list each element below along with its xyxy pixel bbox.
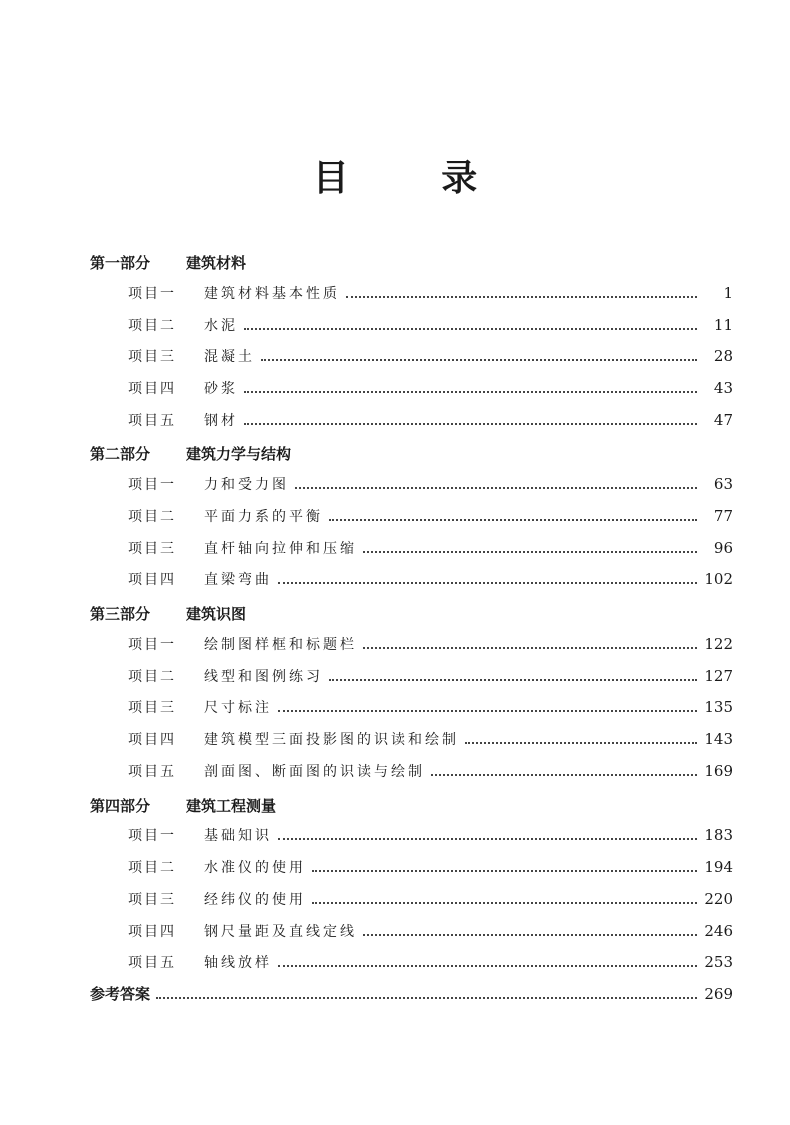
leader-dots (312, 902, 697, 904)
toc-part (90, 792, 733, 978)
part-heading[interactable] (90, 440, 733, 468)
item-title: 基础知识 (204, 828, 272, 845)
toc-part (90, 440, 733, 595)
item-title: 钢尺量距及直线定线 (204, 923, 357, 940)
leader-dots (156, 997, 697, 999)
leader-dots (278, 582, 697, 584)
leader-dots (329, 679, 697, 681)
item-title: 力和受力图 (204, 477, 289, 494)
toc-item[interactable] (90, 883, 733, 915)
item-label: 项目二 (128, 668, 176, 685)
item-title: 绘制图样框和标题栏 (204, 637, 357, 654)
item-title: 水泥 (204, 317, 238, 334)
page-number: 194 (704, 858, 733, 877)
toc-part (90, 600, 733, 786)
leader-dots (346, 296, 697, 298)
toc-item[interactable] (90, 692, 733, 724)
leader-dots (261, 359, 697, 361)
item-label: 项目一 (128, 477, 176, 494)
toc-item[interactable] (90, 851, 733, 883)
item-title: 尺寸标注 (204, 700, 272, 717)
page-number: 143 (704, 730, 733, 749)
page-title: 目 录 (312, 158, 518, 199)
toc-item[interactable] (90, 915, 733, 947)
item-title: 砂浆 (204, 380, 238, 397)
leader-dots (363, 934, 697, 936)
toc-item[interactable] (90, 820, 733, 852)
part-title: 建筑识图 (186, 605, 247, 624)
toc-part (90, 249, 733, 435)
leader-dots (465, 742, 697, 744)
item-label: 项目二 (128, 860, 176, 877)
answers-title: 参考答案 (90, 985, 151, 1004)
part-label: 第二部分 (90, 445, 151, 464)
toc-item[interactable] (90, 500, 733, 532)
part-title: 建筑力学与结构 (186, 445, 292, 464)
item-label: 项目四 (128, 572, 176, 589)
item-title: 直杆轴向拉伸和压缩 (204, 540, 357, 557)
toc-answers[interactable] (90, 978, 733, 1009)
item-label: 项目三 (128, 540, 176, 557)
toc-item[interactable] (90, 340, 733, 372)
page-number: 122 (704, 635, 733, 654)
part-heading[interactable] (90, 792, 733, 820)
leader-dots (244, 391, 697, 393)
item-label: 项目二 (128, 317, 176, 334)
part-label: 第一部分 (90, 254, 151, 272)
page-number: 96 (713, 538, 733, 557)
part-label: 第四部分 (90, 796, 151, 815)
page-number: 1 (723, 283, 733, 302)
toc-item[interactable] (90, 564, 733, 596)
toc-item[interactable] (90, 309, 733, 341)
page-number: 47 (713, 410, 733, 429)
leader-dots (329, 519, 697, 521)
toc-item[interactable] (90, 404, 733, 436)
page-number: 246 (704, 921, 733, 940)
item-label: 项目四 (128, 380, 176, 397)
part-heading[interactable] (90, 600, 733, 628)
item-label: 项目五 (128, 955, 176, 972)
item-label: 项目一 (128, 637, 176, 654)
item-title: 钢材 (204, 412, 238, 429)
toc-item[interactable] (90, 372, 733, 404)
page-number: 11 (713, 315, 733, 334)
toc-item[interactable] (90, 532, 733, 564)
leader-dots (363, 551, 697, 553)
toc-item[interactable] (90, 277, 733, 309)
item-label: 项目四 (128, 732, 176, 749)
item-title: 线型和图例练习 (204, 668, 323, 685)
page-number: 43 (713, 378, 733, 397)
table-of-contents (90, 244, 733, 1009)
item-title: 混凝土 (204, 349, 255, 366)
toc-item[interactable] (90, 946, 733, 978)
toc-item[interactable] (90, 755, 733, 787)
page-number: 77 (713, 506, 733, 525)
item-label: 项目二 (128, 508, 176, 525)
toc-item[interactable] (90, 468, 733, 500)
leader-dots (431, 774, 697, 776)
part-title: 建筑工程测量 (186, 796, 277, 815)
item-label: 项目三 (128, 700, 176, 717)
page-number: 269 (704, 984, 733, 1003)
item-label: 项目一 (128, 285, 176, 302)
leader-dots (244, 328, 697, 330)
toc-item[interactable] (90, 660, 733, 692)
item-title: 直梁弯曲 (204, 572, 272, 589)
item-title: 建筑模型三面投影图的识读和绘制 (204, 732, 459, 749)
leader-dots (278, 965, 697, 967)
page-number: 102 (704, 570, 733, 589)
part-heading[interactable] (90, 249, 733, 277)
leader-dots (363, 647, 697, 649)
page-number: 127 (704, 666, 733, 685)
item-title: 水准仪的使用 (204, 860, 306, 877)
page-number: 253 (704, 953, 733, 972)
page-number: 28 (713, 347, 733, 366)
leader-dots (295, 487, 697, 489)
leader-dots (312, 870, 697, 872)
item-label: 项目三 (128, 891, 176, 908)
page-number: 169 (704, 761, 733, 780)
item-title: 轴线放样 (204, 955, 272, 972)
leader-dots (244, 423, 697, 425)
part-label: 第三部分 (90, 605, 151, 624)
item-label: 项目四 (128, 923, 176, 940)
page-number: 135 (704, 698, 733, 717)
toc-item[interactable] (90, 628, 733, 660)
item-label: 项目五 (128, 412, 176, 429)
toc-item[interactable] (90, 723, 733, 755)
item-title: 经纬仪的使用 (204, 891, 306, 908)
item-label: 项目三 (128, 349, 176, 366)
part-title: 建筑材料 (186, 254, 247, 272)
item-title: 建筑材料基本性质 (204, 285, 340, 302)
leader-dots (278, 838, 697, 840)
page-number: 63 (713, 475, 733, 494)
item-label: 项目一 (128, 828, 176, 845)
page-number: 220 (704, 889, 733, 908)
item-label: 项目五 (128, 763, 176, 780)
leader-dots (278, 710, 697, 712)
page-number: 183 (704, 826, 733, 845)
item-title: 剖面图、断面图的识读与绘制 (204, 763, 425, 780)
item-title: 平面力系的平衡 (204, 508, 323, 525)
